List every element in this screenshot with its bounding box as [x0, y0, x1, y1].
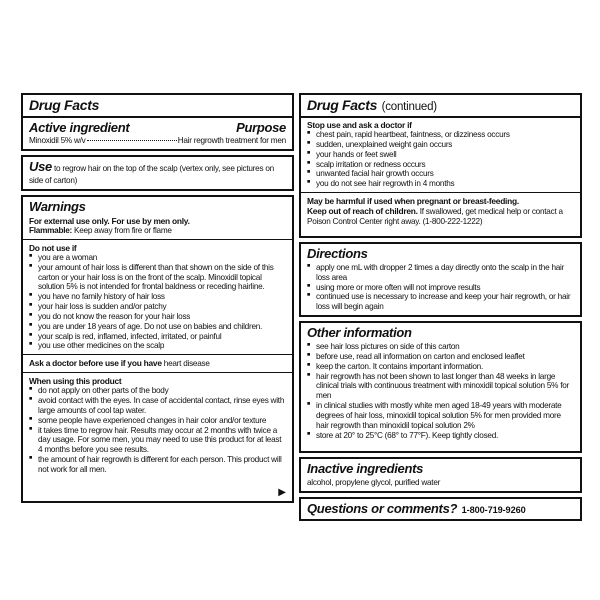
keep-out-of-reach-line	[307, 206, 574, 227]
bullet-item: ■ in clinical studies with mostly white men aged 18-49 years with moderate degrees of hair loss, minoxidil topical solution 5% for men provided more hair regrowth than minoxidil topical solution 2%	[307, 401, 574, 431]
bullet-item: ■ you do not know the reason for your hair loss	[29, 312, 286, 322]
ask-doctor-line	[29, 358, 286, 369]
ask-doctor-rest: heart disease	[163, 359, 210, 369]
section-inactive-ingredients	[299, 457, 582, 493]
bullet-item: ■ some people have experienced changes in hair color and/or texture	[29, 416, 286, 426]
flammable-text: Keep away from fire or flame	[74, 225, 172, 235]
bullet-item: ■ you have no family history of hair loss	[29, 292, 286, 302]
stop-use-list	[307, 130, 574, 189]
active-ingredient-heading: Active ingredient	[29, 119, 130, 135]
bullet-item: ■ your amount of hair loss is different than that shown on the side of this carton or your hair loss is on the front of the scalp. Minoxidil topical solution 5% is not intended for frontal baldness or receding hairline.	[29, 263, 286, 293]
dotted-leader	[87, 140, 177, 141]
bullet-item: ■ it takes time to regrow hair. Results may occur at 2 months with twice a day usage. For some men, you may need to use this product for at least 4 months before you see results.	[29, 426, 286, 456]
divider	[23, 372, 292, 373]
section-warnings	[21, 195, 294, 503]
when-using-list	[29, 386, 286, 475]
divider	[23, 239, 292, 240]
external-use-line: For external use only. For use by men only.	[29, 215, 190, 226]
bullet-item: ■ your scalp is red, inflamed, infected, irritated, or painful	[29, 332, 286, 342]
divider	[301, 192, 580, 193]
harmful-line: May be harmful if used when pregnant or breast-feeding.	[307, 196, 519, 207]
bullet-item: ■ you use other medicines on the scalp	[29, 341, 286, 351]
bullet-item: ■ continued use is necessary to increase and keep your hair regrowth, or hair loss will begin again	[307, 292, 574, 312]
bullet-item: ■ your hair loss is sudden and/or patchy	[29, 302, 286, 312]
use-heading: Use	[29, 159, 52, 175]
section-questions	[299, 497, 582, 521]
bullet-item: ■ chest pain, rapid heartbeat, faintness, or dizziness occurs	[307, 130, 574, 140]
bullet-item: ■ sudden, unexplained weight gain occurs	[307, 140, 574, 150]
bullet-item: ■ apply one mL with dropper 2 times a day directly onto the scalp in the hair loss area	[307, 263, 574, 283]
bullet-item: ■ your hands or feet swell	[307, 150, 574, 160]
bullet-item: ■ avoid contact with the eyes. In case of accidental contact, rinse eyes with large amounts of cool tap water.	[29, 396, 286, 416]
label-right-column	[299, 93, 582, 516]
directions-list	[307, 263, 574, 312]
do-not-use-heading: Do not use if	[29, 242, 77, 253]
bullet-item: ■ do not apply on other parts of the body	[29, 386, 286, 396]
drug-facts-title: Drug Facts	[29, 97, 100, 113]
directions-heading: Directions	[307, 246, 368, 261]
divider	[23, 116, 292, 118]
section-directions	[299, 242, 582, 317]
active-ingredient-row	[29, 120, 286, 137]
drug-facts-continued-title	[307, 97, 574, 115]
inactive-ingredients-text: alcohol, propylene glycol, purified water	[307, 478, 441, 487]
bullet-item: ■ unwanted facial hair growth occurs	[307, 169, 574, 179]
when-using-heading: When using this product	[29, 376, 122, 387]
other-information-heading: Other information	[307, 325, 412, 341]
section-other-information	[299, 321, 582, 453]
section-drug-facts-continued	[299, 93, 582, 238]
flammable-line	[29, 226, 286, 236]
warnings-heading: Warnings	[29, 198, 86, 214]
flammable-label: Flammable:	[29, 225, 72, 235]
purpose-value: Hair regrowth treatment for men	[177, 136, 286, 146]
ask-doctor-bold: Ask a doctor before use if you have	[29, 358, 162, 369]
bullet-item: ■ the amount of hair regrowth is different for each person. This product will not work for all men.	[29, 455, 286, 475]
bullet-item: ■ before use, read all information on carton and enclosed leaflet	[307, 352, 574, 362]
keep-out-bold: Keep out of reach of children.	[307, 206, 418, 217]
stop-use-heading: Stop use and ask a doctor if	[307, 120, 412, 130]
bullet-item: ■ scalp irritation or redness occurs	[307, 160, 574, 170]
bullet-item: ■ store at 20° to 25°C (68° to 77°F). Keep tightly closed.	[307, 431, 574, 441]
ingredient-purpose-line	[29, 136, 286, 146]
ingredient-name: Minoxidil 5% w/v	[29, 136, 86, 146]
drug-facts-title: Drug Facts	[307, 97, 378, 113]
purpose-heading: Purpose	[236, 119, 286, 135]
divider	[23, 354, 292, 355]
other-information-list	[307, 342, 574, 440]
bullet-item: ■ you are a woman	[29, 253, 286, 263]
bullet-item: ■ you do not see hair regrowth in 4 months	[307, 179, 574, 189]
label-left-column	[21, 93, 294, 503]
continue-arrow-icon: ▶	[278, 487, 286, 498]
bullet-item: ■ hair regrowth has not been shown to last longer than 48 weeks in large clinical trials with continuous treatment with minoxidil topical solution 5% for men	[307, 372, 574, 402]
bullet-item: ■ keep the carton. It contains important information.	[307, 362, 574, 372]
do-not-use-list	[29, 253, 286, 351]
continued-suffix: (continued)	[381, 101, 437, 113]
section-use	[21, 155, 294, 191]
inactive-ingredients-heading: Inactive ingredients	[307, 461, 424, 477]
divider	[301, 116, 580, 118]
bullet-item: ■ you are under 18 years of age. Do not use on babies and children.	[29, 322, 286, 332]
drug-facts-label	[21, 93, 582, 516]
use-text: to regrow hair on the top of the scalp (vertex only, see pictures on side of carton)	[29, 164, 274, 186]
section-drug-facts-header	[21, 93, 294, 151]
bullet-item: ■ see hair loss pictures on side of this carton	[307, 342, 574, 352]
bullet-item: ■ using more or more often will not improve results	[307, 283, 574, 293]
use-paragraph	[29, 159, 286, 186]
keep-out-rest: If swallowed, get medical help or contact a Poison Control Center right away. (1-800-222-1222)	[307, 207, 563, 227]
questions-heading: Questions or comments?	[307, 500, 458, 516]
questions-phone-number: 1-800-719-9260	[461, 504, 526, 515]
